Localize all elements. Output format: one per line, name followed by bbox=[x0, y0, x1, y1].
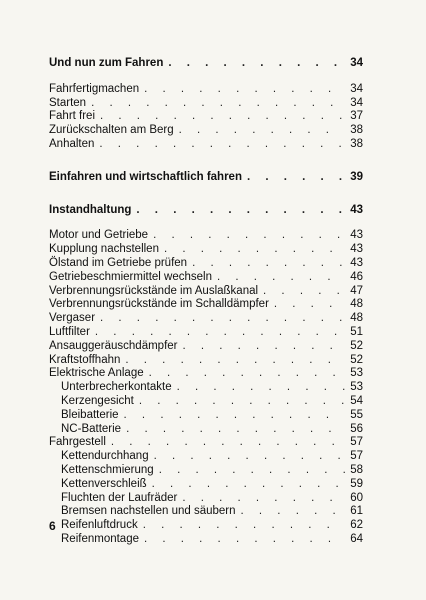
toc-entry bbox=[49, 243, 363, 257]
dot-leader bbox=[177, 381, 345, 395]
toc-entry-title: Kettendurchhang bbox=[61, 450, 149, 463]
dot-leader bbox=[183, 340, 346, 354]
toc-entry bbox=[49, 257, 363, 271]
toc-entry bbox=[49, 298, 363, 312]
spacer bbox=[49, 185, 363, 204]
toc-section-fahren bbox=[49, 57, 363, 71]
dot-leader bbox=[149, 367, 345, 381]
toc-entry bbox=[49, 436, 363, 450]
dot-leader bbox=[159, 464, 345, 478]
toc-entry bbox=[49, 229, 363, 243]
toc-subentry bbox=[49, 505, 363, 519]
dot-leader bbox=[126, 423, 345, 437]
toc-entry bbox=[49, 83, 363, 97]
toc-entry-title: Verbrennungsrückstände im Auslaßkanal bbox=[49, 284, 259, 297]
dot-leader bbox=[139, 395, 345, 409]
toc-page-ref: 64 bbox=[350, 532, 363, 545]
dot-leader bbox=[136, 204, 345, 218]
dot-leader bbox=[91, 97, 345, 111]
dot-leader bbox=[100, 110, 345, 124]
toc-page-ref: 56 bbox=[350, 422, 363, 435]
dot-leader bbox=[124, 409, 345, 423]
spacer bbox=[49, 152, 363, 171]
toc-entry-title: Kraftstoffhahn bbox=[49, 353, 121, 366]
toc-entry-title: Kerzengesicht bbox=[61, 394, 134, 407]
toc-entry-title: Fahrgestell bbox=[49, 436, 106, 449]
toc-page-ref: 38 bbox=[350, 124, 363, 137]
toc-entry bbox=[49, 110, 363, 124]
toc-entry-title: Kupplung nachstellen bbox=[49, 243, 159, 256]
dot-leader bbox=[179, 124, 345, 138]
dot-leader bbox=[95, 326, 345, 340]
toc-section-title: Und nun zum Fahren bbox=[49, 57, 164, 69]
toc-page-ref: 43 bbox=[350, 256, 363, 269]
dot-leader bbox=[125, 354, 345, 368]
toc-entry-title: Getriebeschmiermittel wechseln bbox=[49, 270, 212, 283]
toc-page-ref: 52 bbox=[350, 339, 363, 352]
toc-entry bbox=[49, 138, 363, 152]
dot-leader bbox=[111, 436, 345, 450]
toc-entry-title: Reifenmontage bbox=[61, 532, 139, 545]
toc-page-ref: 43 bbox=[350, 243, 363, 256]
dot-leader bbox=[263, 285, 345, 299]
toc-subentry bbox=[49, 381, 363, 395]
toc-entry-title: Verbrennungsrückstände im Schalldämpfer bbox=[49, 298, 269, 311]
dot-leader bbox=[164, 243, 345, 257]
toc-fahren-list bbox=[49, 83, 363, 152]
dot-leader bbox=[153, 229, 345, 243]
toc-entry bbox=[49, 326, 363, 340]
dot-leader bbox=[247, 171, 345, 185]
spacer bbox=[49, 217, 363, 229]
toc-page-ref: 34 bbox=[350, 96, 363, 109]
toc-page-ref: 60 bbox=[350, 491, 363, 504]
toc-page-ref: 43 bbox=[350, 203, 363, 216]
toc-page-ref: 46 bbox=[350, 270, 363, 283]
dot-leader bbox=[144, 83, 345, 97]
toc-entry-title: Elektrische Anlage bbox=[49, 367, 144, 380]
toc-page-ref: 62 bbox=[350, 519, 363, 532]
toc-entry bbox=[49, 124, 363, 138]
toc-subentry bbox=[49, 450, 363, 464]
toc-page-ref: 53 bbox=[350, 381, 363, 394]
dot-leader bbox=[241, 505, 345, 519]
toc-page-ref: 48 bbox=[350, 312, 363, 325]
toc-page-ref: 61 bbox=[350, 505, 363, 518]
toc-page-ref: 34 bbox=[350, 82, 363, 95]
toc-subentry bbox=[49, 492, 363, 506]
toc-entry bbox=[49, 271, 363, 285]
toc-page-ref: 52 bbox=[350, 353, 363, 366]
toc-subentry bbox=[49, 464, 363, 478]
dot-leader bbox=[152, 478, 345, 492]
toc-instandhaltung-list bbox=[49, 229, 363, 546]
toc-entry-title: Fahrt frei bbox=[49, 110, 96, 123]
toc-page-ref: 54 bbox=[350, 394, 363, 407]
dot-leader bbox=[168, 57, 345, 71]
toc-section-einfahren bbox=[49, 171, 363, 185]
toc-section-title: Einfahren und wirtschaftlich fahren bbox=[49, 170, 242, 183]
toc-page-ref: 55 bbox=[350, 408, 363, 421]
toc-page-ref: 37 bbox=[350, 110, 363, 123]
toc-subentry bbox=[49, 533, 363, 547]
toc-entry bbox=[49, 285, 363, 299]
toc-page-ref: 39 bbox=[350, 170, 363, 183]
toc-entry bbox=[49, 354, 363, 368]
dot-leader bbox=[99, 138, 345, 152]
toc-page-ref: 38 bbox=[350, 137, 363, 150]
toc-page-ref: 47 bbox=[350, 284, 363, 297]
page-number: 6 bbox=[49, 519, 56, 533]
toc-entry-title: Reifenluftdruck bbox=[61, 519, 138, 532]
toc-entry-title: Ansauggeräuschdämpfer bbox=[49, 339, 178, 352]
dot-leader bbox=[274, 298, 345, 312]
toc-entry-title: NC-Batterie bbox=[61, 422, 122, 435]
toc-page-ref: 34 bbox=[350, 57, 363, 69]
dot-leader bbox=[154, 450, 345, 464]
toc-subentry bbox=[49, 423, 363, 437]
toc-entry-title: Starten bbox=[49, 96, 87, 109]
dot-leader bbox=[100, 312, 345, 326]
toc-entry-title: Unterbrecherkontakte bbox=[61, 381, 172, 394]
spacer bbox=[49, 71, 363, 83]
toc-entry-title: Fluchten der Laufräder bbox=[61, 491, 178, 504]
toc-section-instandhaltung bbox=[49, 204, 363, 218]
dot-leader bbox=[182, 492, 345, 506]
toc-page-ref: 53 bbox=[350, 367, 363, 380]
toc-subentry bbox=[49, 519, 363, 533]
toc-entry-title: Zurückschalten am Berg bbox=[49, 124, 174, 137]
dot-leader bbox=[217, 271, 345, 285]
table-of-contents bbox=[49, 57, 363, 547]
toc-page-ref: 48 bbox=[350, 298, 363, 311]
toc-entry-title: Bremsen nachstellen und säubern bbox=[61, 505, 236, 518]
toc-entry-title: Kettenverschleiß bbox=[61, 477, 147, 490]
toc-page-ref: 58 bbox=[350, 463, 363, 476]
dot-leader bbox=[143, 519, 345, 533]
dot-leader bbox=[144, 533, 345, 547]
toc-entry-title: Bleibatterie bbox=[61, 408, 119, 421]
toc-section-title: Instandhaltung bbox=[49, 203, 132, 216]
toc-page-ref: 59 bbox=[350, 477, 363, 490]
toc-entry bbox=[49, 340, 363, 354]
toc-subentry bbox=[49, 478, 363, 492]
toc-entry-title: Anhalten bbox=[49, 137, 95, 150]
dot-leader bbox=[192, 257, 345, 271]
toc-entry-title: Vergaser bbox=[49, 312, 96, 325]
toc-entry-title: Kettenschmierung bbox=[61, 463, 154, 476]
toc-page-ref: 51 bbox=[350, 325, 363, 338]
toc-entry bbox=[49, 97, 363, 111]
toc-entry-title: Motor und Getriebe bbox=[49, 229, 149, 242]
toc-entry-title: Fahrfertigmachen bbox=[49, 82, 140, 95]
toc-subentry bbox=[49, 409, 363, 423]
toc-entry bbox=[49, 367, 363, 381]
toc-page-ref: 43 bbox=[350, 229, 363, 242]
toc-subentry bbox=[49, 395, 363, 409]
toc-entry bbox=[49, 312, 363, 326]
toc-entry-title: Ölstand im Getriebe prüfen bbox=[49, 256, 188, 269]
toc-page-ref: 57 bbox=[350, 450, 363, 463]
toc-page-ref: 57 bbox=[350, 436, 363, 449]
toc-entry-title: Luftfilter bbox=[49, 325, 90, 338]
